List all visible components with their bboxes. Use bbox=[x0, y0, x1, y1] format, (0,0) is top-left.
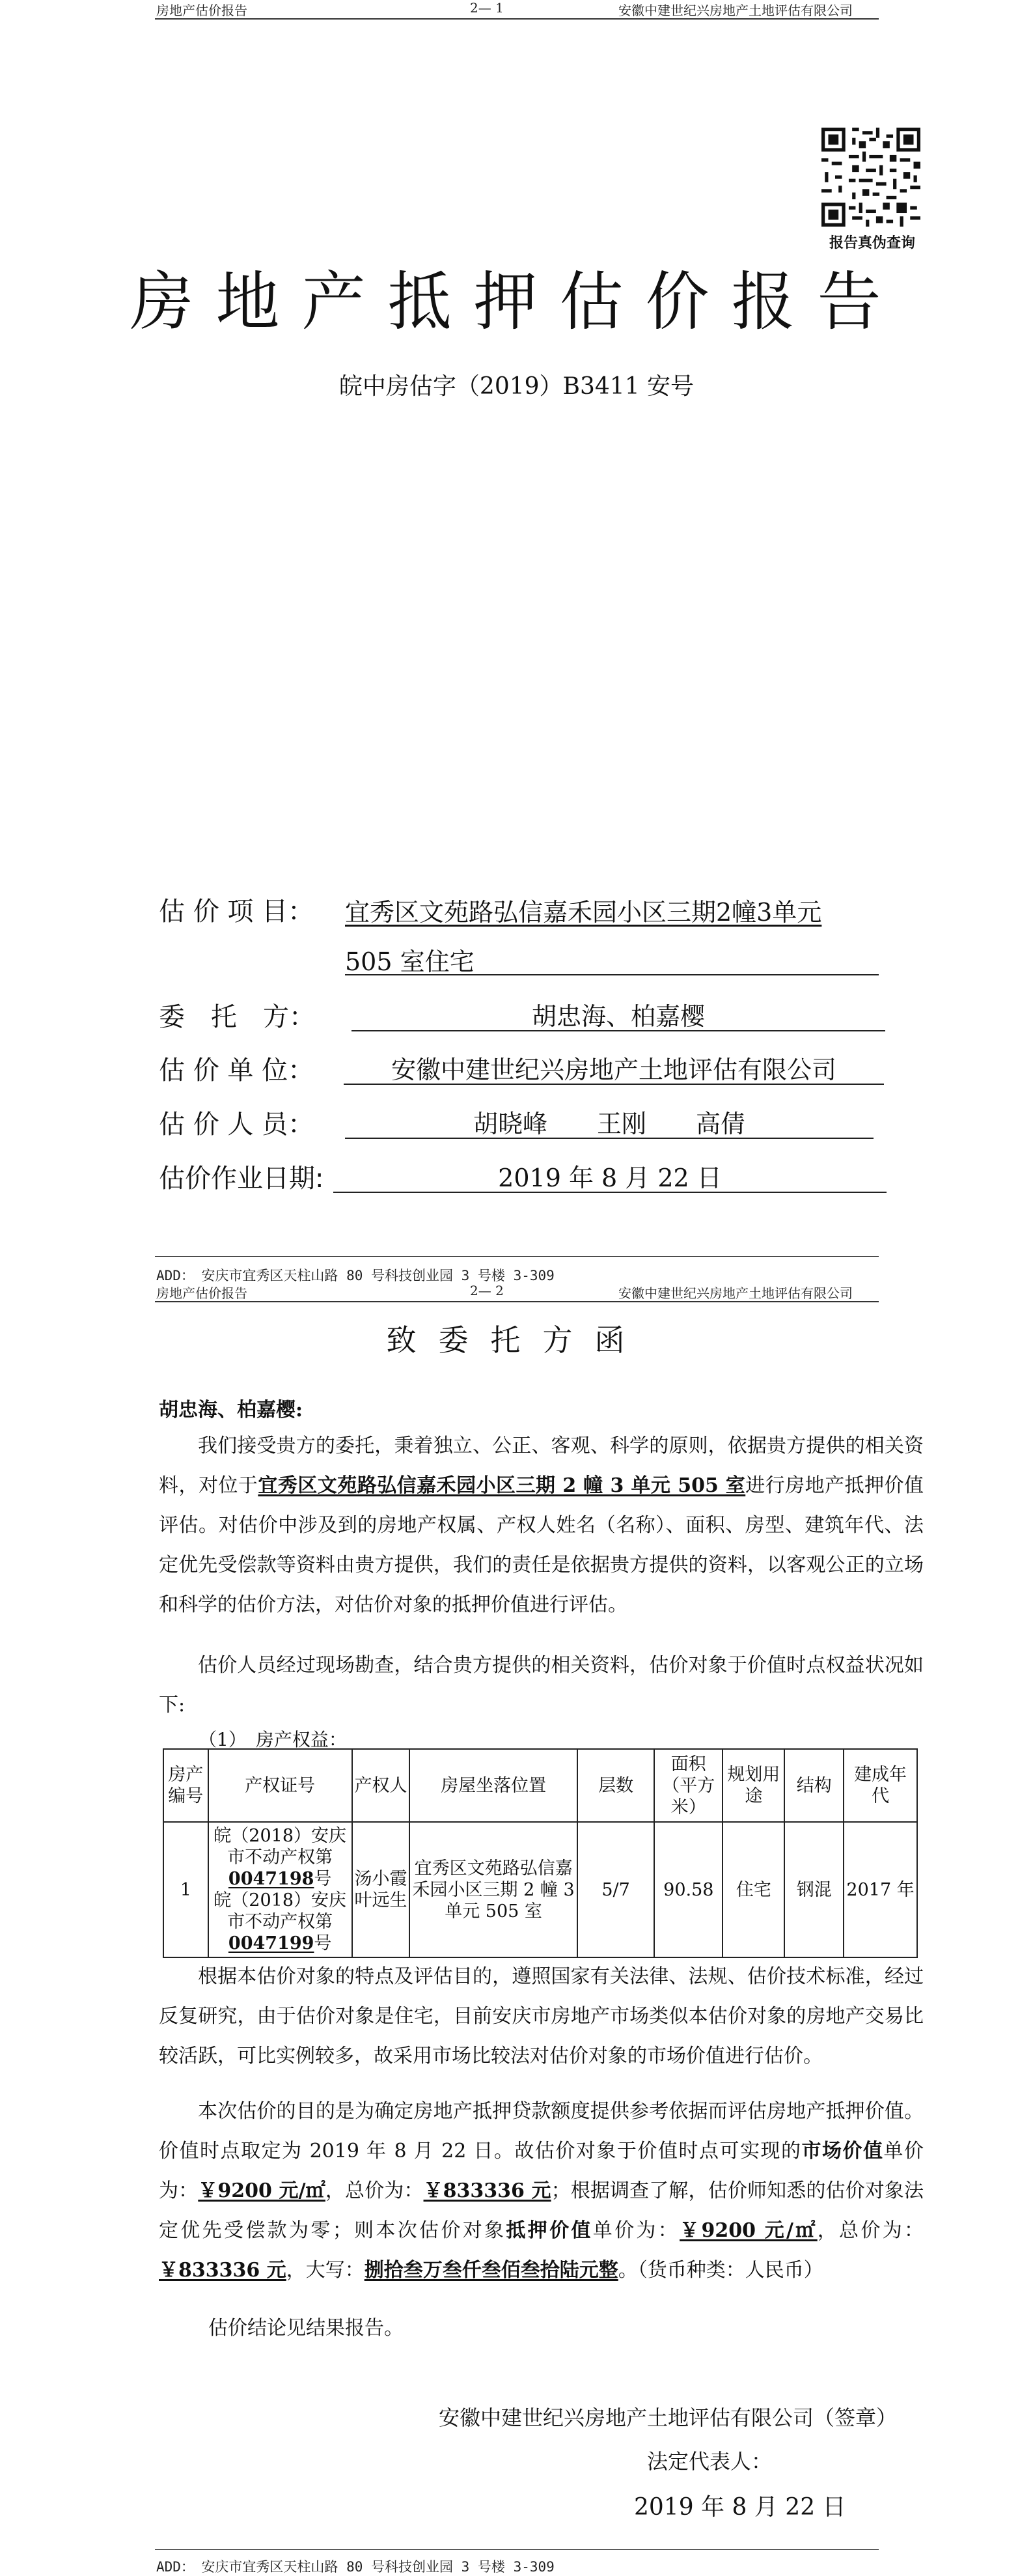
table-header-row bbox=[163, 1749, 917, 1822]
col-header-owner: 产权人 bbox=[352, 1749, 409, 1822]
work-date-value: 2019 年 8 月 22 日 bbox=[333, 1158, 887, 1193]
work-date-label: 估价作业日期: bbox=[159, 1164, 324, 1194]
property-rights-table bbox=[163, 1748, 918, 1958]
client-value: 胡忠海、柏嘉樱 bbox=[351, 996, 885, 1031]
col-header-build-year: 建成年代 bbox=[844, 1749, 917, 1822]
cell-owner: 汤小霞叶远生 bbox=[352, 1822, 409, 1957]
paragraph-commission-text-b: 进行房地产抵押价值评估。对估价中涉及到的房地产权属、产权人姓名（名称）、面积、房型、建筑年代、法定优先受偿款等资料由贵方提供，我们的责任是依据贵方提供的资料，以客观公正的立场和科学的估价方法，对估价对象的抵押价值进行评估。 bbox=[159, 1474, 924, 1616]
signature-date: 2019 年 8 月 22 日 bbox=[634, 2494, 846, 2521]
cert-b-suffix: 号 bbox=[314, 1933, 332, 1953]
conclusion-text-f: ，总价为： bbox=[817, 2219, 924, 2242]
valuers-value: 胡晓峰 王刚 高倩 bbox=[345, 1104, 874, 1139]
valuers-label: 估 价 人 员： bbox=[159, 1110, 314, 1140]
col-header-location: 房屋坐落位置 bbox=[409, 1749, 577, 1822]
col-header-property-no: 房产编号 bbox=[163, 1749, 208, 1822]
cell-planned-use: 住宅 bbox=[723, 1822, 784, 1957]
project-label: 估 价 项 目： bbox=[159, 897, 314, 927]
col-header-structure: 结构 bbox=[784, 1749, 844, 1822]
cert-a-prefix: 皖（2018）安庆市不动产权第 bbox=[213, 1826, 347, 1868]
page1-header-company: 安徽中建世纪兴房地产土地评估有限公司 bbox=[618, 3, 853, 18]
mortgage-value-label: 抵押价值 bbox=[506, 2219, 593, 2242]
mortgage-unit-price: ￥9200 元/㎡ bbox=[680, 2219, 818, 2242]
market-unit-price: ￥9200 元/㎡ bbox=[198, 2179, 325, 2202]
qr-verification-label: 报告真伪查询 bbox=[829, 235, 915, 251]
page1-header-page-number: 2— 1 bbox=[470, 0, 504, 16]
page2-header-company: 安徽中建世纪兴房地产土地评估有限公司 bbox=[618, 1285, 853, 1301]
conclusion-text-e: 单价为： bbox=[592, 2219, 680, 2242]
project-value-line2: 505 室住宅 bbox=[345, 942, 879, 975]
cell-area: 90.58 bbox=[654, 1822, 723, 1957]
page1-header-left: 房地产估价报告 bbox=[156, 3, 247, 18]
total-in-words: 捌拾叁万叁仟叁佰叁拾陆元整 bbox=[364, 2259, 618, 2282]
cell-build-year: 2017 年 bbox=[844, 1822, 917, 1957]
col-header-planned-use: 规划用途 bbox=[723, 1749, 784, 1822]
paragraph-see-results: 估价结论见结果报告。 bbox=[208, 2317, 404, 2340]
page2-header-page-number: 2— 2 bbox=[470, 1283, 504, 1298]
salutation: 胡忠海、柏嘉樱: bbox=[159, 1399, 303, 1421]
cert-b-number: 0047199 bbox=[228, 1933, 314, 1953]
conclusion-text-d: ；根据调查了解，估价师知悉的估价对象法定优先受偿款为零；则本次估价对象 bbox=[159, 2179, 924, 2242]
col-header-area: 面积（平方米） bbox=[654, 1749, 723, 1822]
client-label: 委 托 方： bbox=[159, 1002, 315, 1032]
conclusion-text-c: ，总价为： bbox=[325, 2179, 424, 2202]
conclusion-text-a: 本次估价的目的是为确定房地产抵押贷款额度提供参考依据而评估房地产抵押价值。价值时点取定为 2019 年 8 月 22 日。故估价对象于价值时点可实现的 bbox=[159, 2100, 924, 2163]
market-value-label: 市场价值 bbox=[801, 2140, 884, 2163]
col-header-certificate-no: 产权证号 bbox=[208, 1749, 352, 1822]
conclusion-text-g: ，大写： bbox=[286, 2259, 365, 2282]
signature-company: 安徽中建世纪兴房地产土地评估有限公司（签章） bbox=[439, 2405, 898, 2430]
cert-a-number: 0047198 bbox=[228, 1869, 314, 1889]
cell-property-no: 1 bbox=[163, 1822, 208, 1957]
page2-header-rule bbox=[155, 1301, 879, 1302]
conclusion-text-h: 。（货币种类：人民币） bbox=[618, 2259, 823, 2282]
paragraph-commission bbox=[159, 1426, 924, 1625]
page1-footer-rule bbox=[155, 1256, 879, 1257]
valuation-unit-label: 估 价 单 位： bbox=[159, 1056, 314, 1085]
cell-location: 宜秀区文苑路弘信嘉禾园小区三期 2 幢 3 单元 505 室 bbox=[409, 1822, 577, 1957]
page2-footer-address: ADD： 安庆市宜秀区天柱山路 80 号科技创业园 3 号楼 3-309 bbox=[156, 2559, 555, 2575]
table-row bbox=[163, 1822, 917, 1957]
letter-title: 致委托方函 bbox=[386, 1323, 647, 1358]
table-caption: （1） 房产权益： bbox=[199, 1729, 347, 1750]
cert-a-suffix: 号 bbox=[314, 1869, 332, 1889]
paragraph-conclusion bbox=[159, 2092, 924, 2290]
legal-representative-label: 法定代表人： bbox=[647, 2449, 773, 2474]
paragraph-method: 根据本估价对象的特点及评估目的，遵照国家有关法律、法规、估价技术标准，经过反复研究，由于估价对象是住宅，目前安庆市房地产市场类似本估价对象的房地产交易比较活跃，可比实例较多，故采用市场比较法对估价对象的市场价值进行估价。 bbox=[159, 1965, 924, 2067]
page1-footer-address: ADD： 安庆市宜秀区天柱山路 80 号科技创业园 3 号楼 3-309 bbox=[156, 1268, 555, 1283]
report-title: 房地产抵押估价报告 bbox=[130, 265, 903, 339]
page2-header-left: 房地产估价报告 bbox=[156, 1285, 247, 1301]
document-number: 皖中房估字（2019）B3411 安号 bbox=[338, 373, 695, 400]
paragraph-commission-text-a: 我们接受贵方的委托，秉着独立、公正、客观、科学的原则，依据贵方提供的相关资料，对位于 bbox=[159, 1435, 924, 1497]
market-total-price: ￥833336 元 bbox=[423, 2179, 551, 2202]
cell-floors: 5/7 bbox=[577, 1822, 654, 1957]
paragraph-inspection: 估价人员经过现场勘查，结合贵方提供的相关资料，估价对象于价值时点权益状况如下: bbox=[159, 1654, 924, 1716]
conclusion-text-b: 单价为： bbox=[159, 2140, 924, 2202]
mortgage-total-price: ￥833336 元 bbox=[159, 2259, 286, 2282]
property-address: 宜秀区文苑路弘信嘉禾园小区三期 2 幢 3 单元 505 室 bbox=[258, 1474, 746, 1497]
valuation-unit-value: 安徽中建世纪兴房地产土地评估有限公司 bbox=[344, 1050, 884, 1085]
qr-code-icon[interactable] bbox=[821, 128, 920, 227]
col-header-floors: 层数 bbox=[577, 1749, 654, 1822]
page1-header-rule bbox=[155, 18, 879, 20]
page2-footer-rule bbox=[155, 2549, 879, 2550]
cert-b-prefix: 皖（2018）安庆市不动产权第 bbox=[213, 1890, 347, 1932]
cell-certificate-no bbox=[208, 1822, 352, 1957]
project-value-line1: 宜秀区文苑路弘信嘉禾园小区三期2幢3单元 bbox=[345, 898, 822, 927]
cell-structure: 钢混 bbox=[784, 1822, 844, 1957]
